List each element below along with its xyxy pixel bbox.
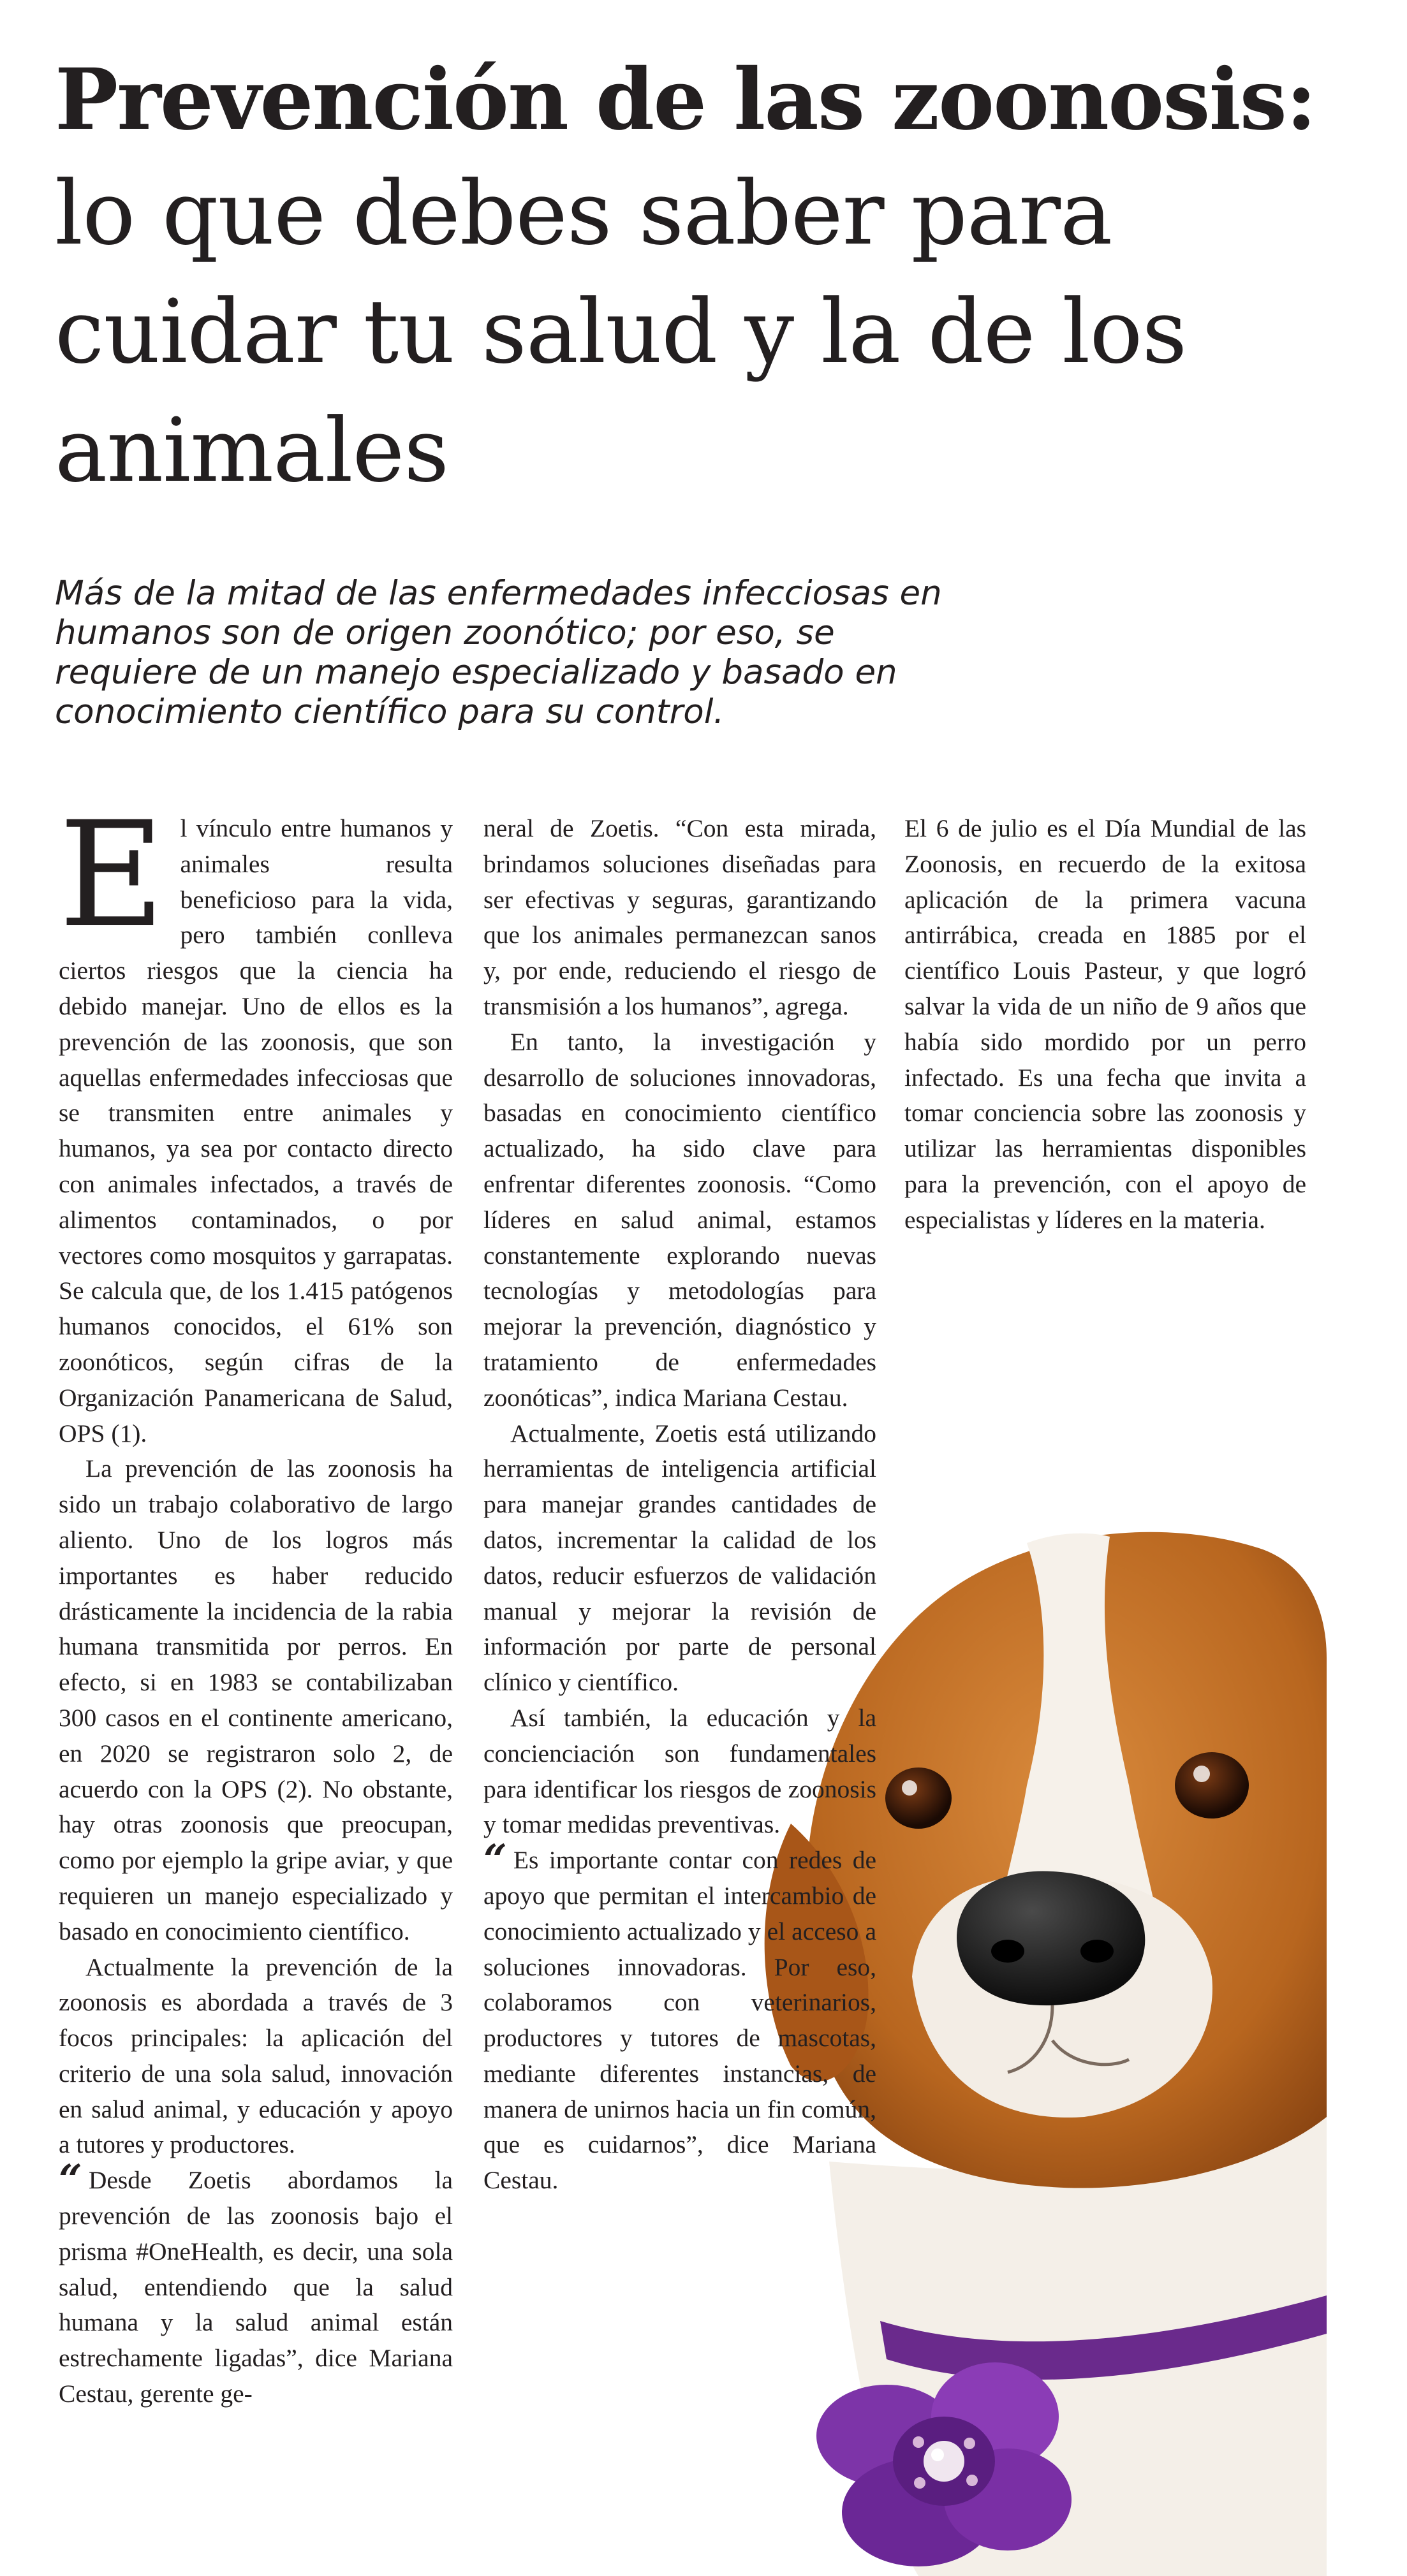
drop-cap: E <box>59 790 165 960</box>
paragraph: El vínculo entre humanos y animales resulta beneficioso para la vida, pero también conlleva ciertos riesgos que la ciencia ha debido manejar. Uno de ellos es la prevención de las zoonosis, que son aquellas enfermedades infecciosas que se transmiten entre animales y humanos, ya sea por contacto directo con animales infectados, a través de alimentos contaminados, o por vectores como mosquitos y garrapatas. Se calcula que, de los 1.415 patógenos humanos conocidos, el 61% son zoonóticos, según cifras de la Organización Panamericana de Salud, OPS (1). <box>59 790 453 1447</box>
paragraph: neral de Zoetis. “Con esta mirada, brindamos soluciones diseñadas para ser efectivas y seguras, garantizando que los animales permanezcan sanos y, por ende, reduciendo el riesgo de transmisión a los humanos”, agrega. <box>483 814 876 1020</box>
quote-mark-icon: “ <box>59 2156 82 2204</box>
lead-paragraph: Más de la mitad de las enfermedades infecciosas en humanos son de origen zoonótico; por eso, se requiere de un manejo especializado y basado en conocimiento científico para su control. <box>55 574 942 731</box>
paragraph: En tanto, la investigación y desarrollo de soluciones innovadoras, basadas en conocimiento científico actualizado, ha sido clave para enfrentar diferentes zoonosis. “Como líderes en salud animal, estamos constantemente explorando nuevas tecnologías y metodologías para mejorar la prevención, diagnóstico y tratamiento de enfermedades zoonóticas”, indica Mariana Cestau. <box>483 1027 876 1412</box>
column-1 <box>59 790 453 2412</box>
paragraph: Así también, la educación y la concienciación son fundamentales para identificar los riesgos de zoonosis y tomar medidas preventivas. <box>483 1703 876 1839</box>
column-3 <box>904 811 1306 1238</box>
paragraph: Actualmente, Zoetis está utilizando herramientas de inteligencia artificial para manejar grandes cantidades de datos, incrementar la calidad de los datos, reducir esfuerzos de validación manual y mejorar la revisión de información por parte de personal clínico y científico. <box>483 1419 876 1697</box>
paragraph: Actualmente la prevención de la zoonosis es abordada a través de 3 focos principales: la aplicación del criterio de una sola salud, innovación en salud animal, y educación y apoyo a tutores y productores. <box>59 1952 453 2159</box>
headline-bold-line: Prevención de las zoonosis: <box>55 50 1316 149</box>
headline <box>55 46 1356 510</box>
paragraph: La prevención de las zoonosis ha sido un trabajo colaborativo de largo aliento. Uno de los logros más importantes es haber reducido drásticamente la incidencia de la rabia humana transmitida por perros. En efecto, si en 1983 se contabilizaban 300 casos en el continente americano, en 2020 se registraron solo 2, de acuerdo con la OPS (2). No obstante, hay otras zoonosis que preocupan, como por ejemplo la gripe aviar, y que requieren un manejo especializado y basado en conocimiento científico. <box>59 1454 453 1945</box>
column-2 <box>483 811 876 2199</box>
quote-paragraph: “ Es importante contar con redes de apoyo que permitan el intercambio de conocimiento actualizado y el acceso a soluciones innovadoras. Por eso, colaboramos con veterinarios, productores y tutores de mascotas, mediante diferentes instancias, de manera de unirnos hacia un fin común, que es cuidarnos”, dice Mariana Cestau. <box>483 1836 876 2195</box>
paragraph: El 6 de julio es el Día Mundial de las Zoonosis, en recuerdo de la exitosa aplicación de la primera vacuna antirrábica, creada en 1885 por el científico Louis Pasteur, y que logró salvar la vida de un niño de 9 años que había sido mordido por un perro infectado. Es una fecha que invita a tomar conciencia sobre las zoonosis y utilizar las herramientas disponibles para la prevención, con el apoyo de especialistas y líderes en la materia. <box>904 814 1306 1234</box>
quote-mark-icon: “ <box>483 1836 507 1884</box>
quote-paragraph: “ Desde Zoetis abordamos la prevención de las zoonosis bajo el prisma #OneHealth, es decir, una sola salud, entendiendo que la salud humana y la salud animal están estrechamente ligadas”, dice Mariana Cestau, gerente ge- <box>59 2156 453 2408</box>
headline-rest: lo que debes saber para cuidar tu salud y la de los animales <box>55 162 1187 502</box>
